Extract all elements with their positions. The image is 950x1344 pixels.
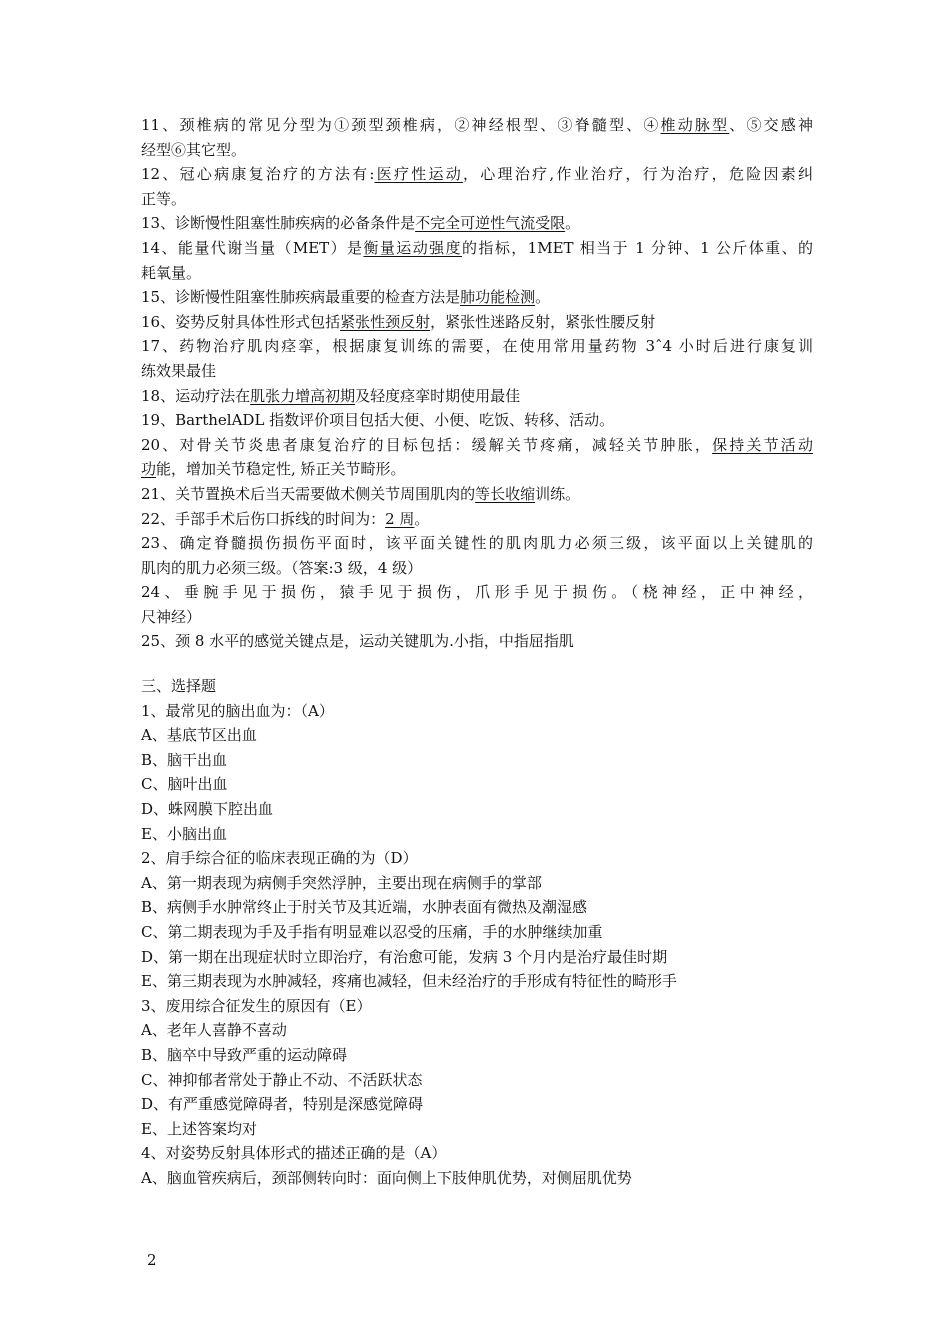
underlined-answer: 医疗性运动 (374, 165, 464, 184)
question-option: D、有严重感觉障碍者，特别是深感觉障碍 (141, 1095, 424, 1114)
text-run: 肌肉的肌力必须三级。（答案:3 级，4 级） (141, 558, 423, 577)
text-run: 经型⑥其它型。 (141, 140, 247, 159)
text-run: 训练。 (535, 484, 581, 503)
fill-in-item-22-line1 (141, 507, 813, 532)
fill-in-item-19-line1 (141, 408, 813, 433)
question-option: B、脑干出血 (141, 750, 228, 769)
underlined-answer: 肌张力增高初期 (250, 386, 356, 405)
text-run: 的指标，1MET 相当于 1 分钟、1 公斤体重、的 (461, 238, 813, 257)
question-stem-1: 1、最常见的脑出血为：（A） (141, 701, 334, 720)
text-run: 18、运动疗法在 (141, 386, 251, 405)
question-option: D、蛛网膜下腔出血 (141, 800, 274, 819)
text-run: 15、诊断慢性阻塞性肺疾病最重要的检查方法是 (141, 288, 461, 307)
fill-in-item-23-line1 (141, 531, 813, 556)
fill-in-item-12-line2 (141, 187, 813, 212)
text-run: 20、对骨关节炎患者康复治疗的目标包括：缓解关节疼痛，减轻关节肿胀， (141, 435, 713, 454)
fill-in-answers (141, 113, 813, 654)
underlined-answer: 2 周 (385, 509, 415, 528)
question-option: A、第一期表现为病侧手突然浮肿，主要出现在病侧手的掌部 (141, 873, 542, 892)
text-run: 14、能量代谢当量（MET）是 (141, 238, 364, 257)
underlined-answer: 紧张性颈反射 (340, 312, 431, 331)
question-option: E、第三期表现为水肿减轻，疼痛也减轻，但未经治疗的手形成有特征性的畸形手 (141, 972, 677, 991)
fill-in-item-20-line2 (141, 457, 813, 482)
fill-in-item-20-line1 (141, 433, 813, 458)
text-run: 练效果最佳 (141, 361, 217, 380)
fill-in-item-12-line1 (141, 162, 813, 187)
text-run: 23、确定脊髓损伤损伤平面时，该平面关键性的肌肉肌力必须三级，该平面以上关键肌的 (141, 534, 813, 553)
text-run: 24、垂腕手见于损伤，猿手见于损伤，爪形手见于损伤。（桡神经，正中神经， (141, 583, 813, 602)
text-run: 能，增加关节稳定性, 矫正关节畸形。 (156, 460, 406, 479)
fill-in-item-17-line1 (141, 334, 813, 359)
fill-in-item-13-line1 (141, 211, 813, 236)
text-run: 13、诊断慢性阻塞性肺疾病的必备条件是 (141, 214, 416, 233)
fill-in-item-18-line1 (141, 384, 813, 409)
underlined-answer: 椎动脉型 (660, 116, 730, 134)
question-option: A、脑血管疾病后，颈部侧转向时：面向侧上下肢伸肌优势，对侧屈肌优势 (141, 1168, 632, 1187)
fill-in-item-23-line2 (141, 556, 813, 581)
fill-in-item-14-line2 (141, 261, 813, 286)
question-stem-4: 4、对姿势反射具体形式的描述正确的是（A） (141, 1144, 447, 1163)
text-run: 正等。 (141, 189, 187, 208)
fill-in-item-15-line1 (141, 285, 813, 310)
text-run: 22、手部手术后伤口拆线的时间为： (141, 509, 386, 528)
fill-in-item-21-line1 (141, 482, 813, 507)
text-run: 17、药物治疗肌肉痉挛，根据康复训练的需要，在使用常用量药物 3ˆ4 小时后进行康复训 (141, 337, 813, 356)
fill-in-item-16-line1 (141, 310, 813, 335)
text-run: ，心理治疗,作业治疗，行为治疗，危险因素纠 (463, 165, 813, 184)
text-run: 。 (565, 214, 581, 233)
text-run: 21、关节置换术后当天需要做术侧关节周围肌肉的 (141, 484, 476, 503)
question-option: C、神抑郁者常处于静止不动、不活跃状态 (141, 1070, 423, 1089)
underlined-answer: 衡量运动强度 (363, 238, 462, 257)
text-run: 耗氧量。 (141, 263, 202, 282)
underlined-answer: 不完全可逆性气流受限 (415, 214, 566, 233)
text-run: 16、姿势反射具体性形式包括 (141, 312, 341, 331)
fill-in-item-11-line2 (141, 138, 813, 163)
question-option: E、上述答案均对 (141, 1119, 257, 1138)
text-run: 尺神经） (141, 607, 202, 626)
question-option: C、脑叶出血 (141, 775, 228, 794)
question-option: B、脑卒中导致严重的运动障碍 (141, 1045, 348, 1064)
question-option: E、小脑出血 (141, 824, 227, 843)
question-stem-2: 2、肩手综合征的临床表现正确的为（D） (141, 849, 418, 868)
underlined-answer: 保持关节活动 (712, 435, 813, 454)
section-gap (141, 654, 813, 674)
underlined-answer: 功 (141, 460, 157, 479)
text-run: ，紧张性迷路反射，紧张性腰反射 (430, 312, 656, 331)
text-run: 、⑤交感神 (729, 116, 813, 134)
underlined-answer: 肺功能检测 (460, 288, 536, 307)
section-title: 三、选择题 (141, 677, 217, 696)
text-run: 25、颈 8 水平的感觉关键点是，运动关键肌为.小指，中指屈指肌 (141, 632, 574, 651)
question-option: B、病侧手水肿常终止于肘关节及其近端，水肿表面有微热及潮湿感 (141, 898, 588, 917)
text-run: 。 (414, 509, 430, 528)
question-option: C、第二期表现为手及手指有明显难以忍受的压痛，手的水肿继续加重 (141, 923, 603, 941)
text-run: 。 (535, 288, 551, 307)
fill-in-item-25-line1 (141, 629, 813, 654)
text-run: 19、BarthelADL 指数评价项目包括大便、小便、吃饭、转移、活动。 (141, 411, 615, 430)
question-option: A、基底节区出血 (141, 726, 257, 745)
underlined-answer: 等长收缩 (475, 484, 536, 503)
fill-in-item-11-line1 (141, 113, 813, 138)
text-run: 11、颈椎病的常见分型为①颈型颈椎病，②神经根型、③脊髓型、④ (141, 116, 661, 134)
question-option: D、第一期在出现症状时立即治疗，有治愈可能，发病 3 个月内是治疗最佳时期 (141, 947, 668, 966)
page-number: 2 (147, 1251, 157, 1269)
fill-in-item-17-line2 (141, 359, 813, 384)
fill-in-item-24-line2 (141, 605, 813, 630)
fill-in-item-14-line1 (141, 236, 813, 261)
question-stem-3: 3、废用综合征发生的原因有（E） (141, 996, 372, 1015)
text-run: 12、冠心病康复治疗的方法有: (141, 165, 375, 184)
text-run: 及轻度痉挛时期使用最佳 (355, 386, 521, 405)
fill-in-item-24-line1 (141, 580, 813, 605)
question-option: A、老年人喜静不喜动 (141, 1021, 287, 1040)
document-body (141, 113, 813, 1191)
choice-questions (141, 699, 813, 1191)
